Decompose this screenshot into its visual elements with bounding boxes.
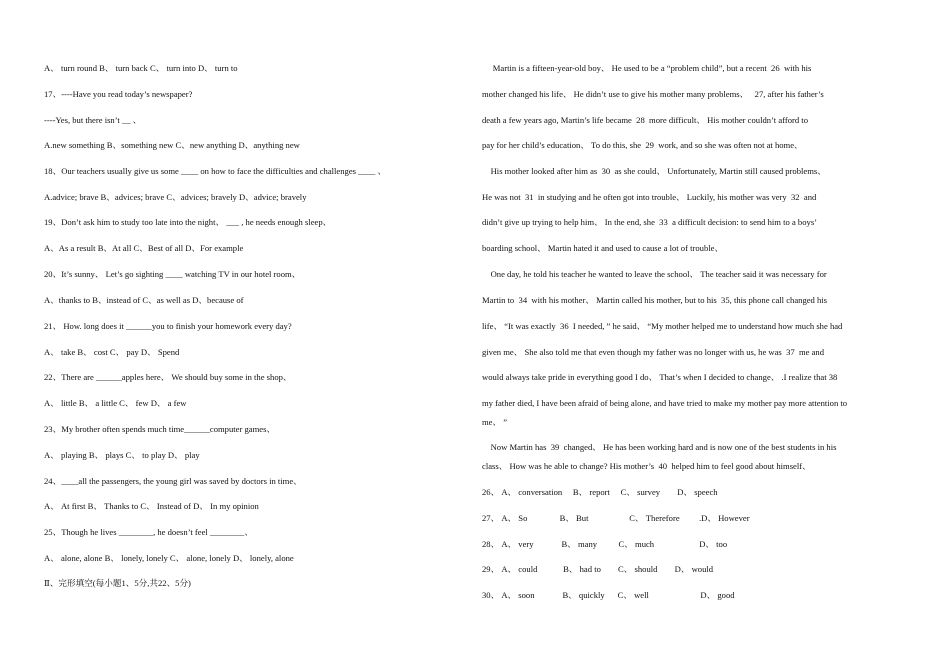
question-23: 23、My brother often spends much time______computer games、: [44, 424, 276, 434]
question-25: 25、Though he lives ________, he doesn’t feel ________、: [44, 527, 253, 537]
passage-line: would always take pride in everything good I do、 That’s when I decided to change、 .I realize that 38: [482, 372, 838, 382]
question-18: 18、Our teachers usually give us some ____ on how to face the difficulties and challenges ____ 、: [44, 166, 387, 176]
passage-line: Now Martin has 39 changed、 He has been working hard and is now one of the best students in his: [482, 442, 837, 452]
passage-line: my father died, I have been afraid of being alone, and have tried to make my mother pay more attention to: [482, 398, 848, 408]
passage-line: His mother looked after him as 30 as she could、 Unfortunately, Martin still caused problems、: [482, 166, 826, 176]
option-line-19: A、As a result B、At all C、Best of all D、For example: [44, 243, 244, 253]
question-22: 22、There are ______apples here、 We should buy some in the shop、: [44, 372, 292, 382]
passage-line: life、 “It was exactly 36 I needed, ” he said、 “My mother helped me to understand how much she had: [482, 321, 843, 331]
option-line-17: A.new something B、something new C、new anything D、anything new: [44, 140, 300, 150]
option-line-29: 29、 A、 could B、 had to C、 should D、 would: [482, 564, 714, 574]
passage-line: One day, he told his teacher he wanted to leave the school、 The teacher said it was necessary for: [482, 269, 827, 279]
passage-line: didn’t give up trying to help him、 In the end, she 33 a difficult decision: to send him to a boys’: [482, 217, 818, 227]
question-19: 19、Don’t ask him to study too late into the night、 ___ , he needs enough sleep、: [44, 217, 332, 227]
passage-line: me、 ”: [482, 417, 508, 427]
question-24: 24、____all the passengers, the young girl was saved by doctors in time、: [44, 476, 302, 486]
option-line-30: 30、 A、 soon B、 quickly C、 well D、 good: [482, 590, 735, 600]
passage-line: Martin to 34 with his mother、 Martin called his mother, but to his 35, this phone call changed his: [482, 295, 828, 305]
option-line-24: A、 At first B、 Thanks to C、 Instead of D、 In my opinion: [44, 501, 259, 511]
question-21: 21、 How. long does it ______you to finish your homework every day?: [44, 321, 292, 331]
option-line-20: A、thanks to B、instead of C、as well as D、because of: [44, 295, 244, 305]
passage-line: death a few years ago, Martin’s life became 28 more difficult、 His mother couldn’t afford to: [482, 115, 808, 125]
option-line-23: A、 playing B、 plays C、 to play D、 play: [44, 450, 200, 460]
option-line-16: A、 turn round B、 turn back C、 turn into D、 turn to: [44, 63, 238, 73]
option-line-18: A.advice; brave B、advices; brave C、advices; bravely D、advice; bravely: [44, 192, 307, 202]
question-17: 17、----Have you read today’s newspaper?: [44, 89, 193, 99]
passage-line: class、 How was he able to change? His mother’s 40 helped him to feel good about himself、: [482, 461, 811, 471]
option-line-27: 27、 A、 So B、 But C、 Therefore .D、 However: [482, 513, 750, 523]
passage-line: pay for her child’s education、 To do this, she 29 work, and so she was often not at home、: [482, 140, 803, 150]
section-heading-cloze: Ⅱ、完形填空(每小题1、5分,共22、5分): [44, 578, 191, 588]
option-line-28: 28、 A、 very B、 many C、 much D、 too: [482, 539, 728, 549]
option-line-21: A、 take B、 cost C、 pay D、 Spend: [44, 347, 180, 357]
passage-line: mother changed his life、 He didn’t use to give his mother many problems、 27, after his father’s: [482, 89, 824, 99]
passage-line: boarding school、 Martin hated it and used to cause a lot of trouble、: [482, 243, 724, 253]
passage-line: given me、 She also told me that even though my father was no longer with us, he was 37 me and: [482, 347, 825, 357]
question-17-reply: ----Yes, but there isn’t __ 、: [44, 115, 142, 125]
passage-line: He was not 31 in studying and he often got into trouble、 Luckily, his mother was very 32 and: [482, 192, 817, 202]
option-line-25: A、 alone, alone B、 lonely, lonely C、 alone, lonely D、 lonely, alone: [44, 553, 294, 563]
question-20: 20、It’s sunny、 Let’s go sighting ____ watching TV in our hotel room、: [44, 269, 301, 279]
passage-line: Martin is a fifteen-year-old boy、 He used to be a “problem child”, but a recent 26 with his: [482, 63, 812, 73]
option-line-26: 26、 A、 conversation B、 report C、 survey D、 speech: [482, 487, 718, 497]
option-line-22: A、 little B、 a little C、 few D、 a few: [44, 398, 187, 408]
